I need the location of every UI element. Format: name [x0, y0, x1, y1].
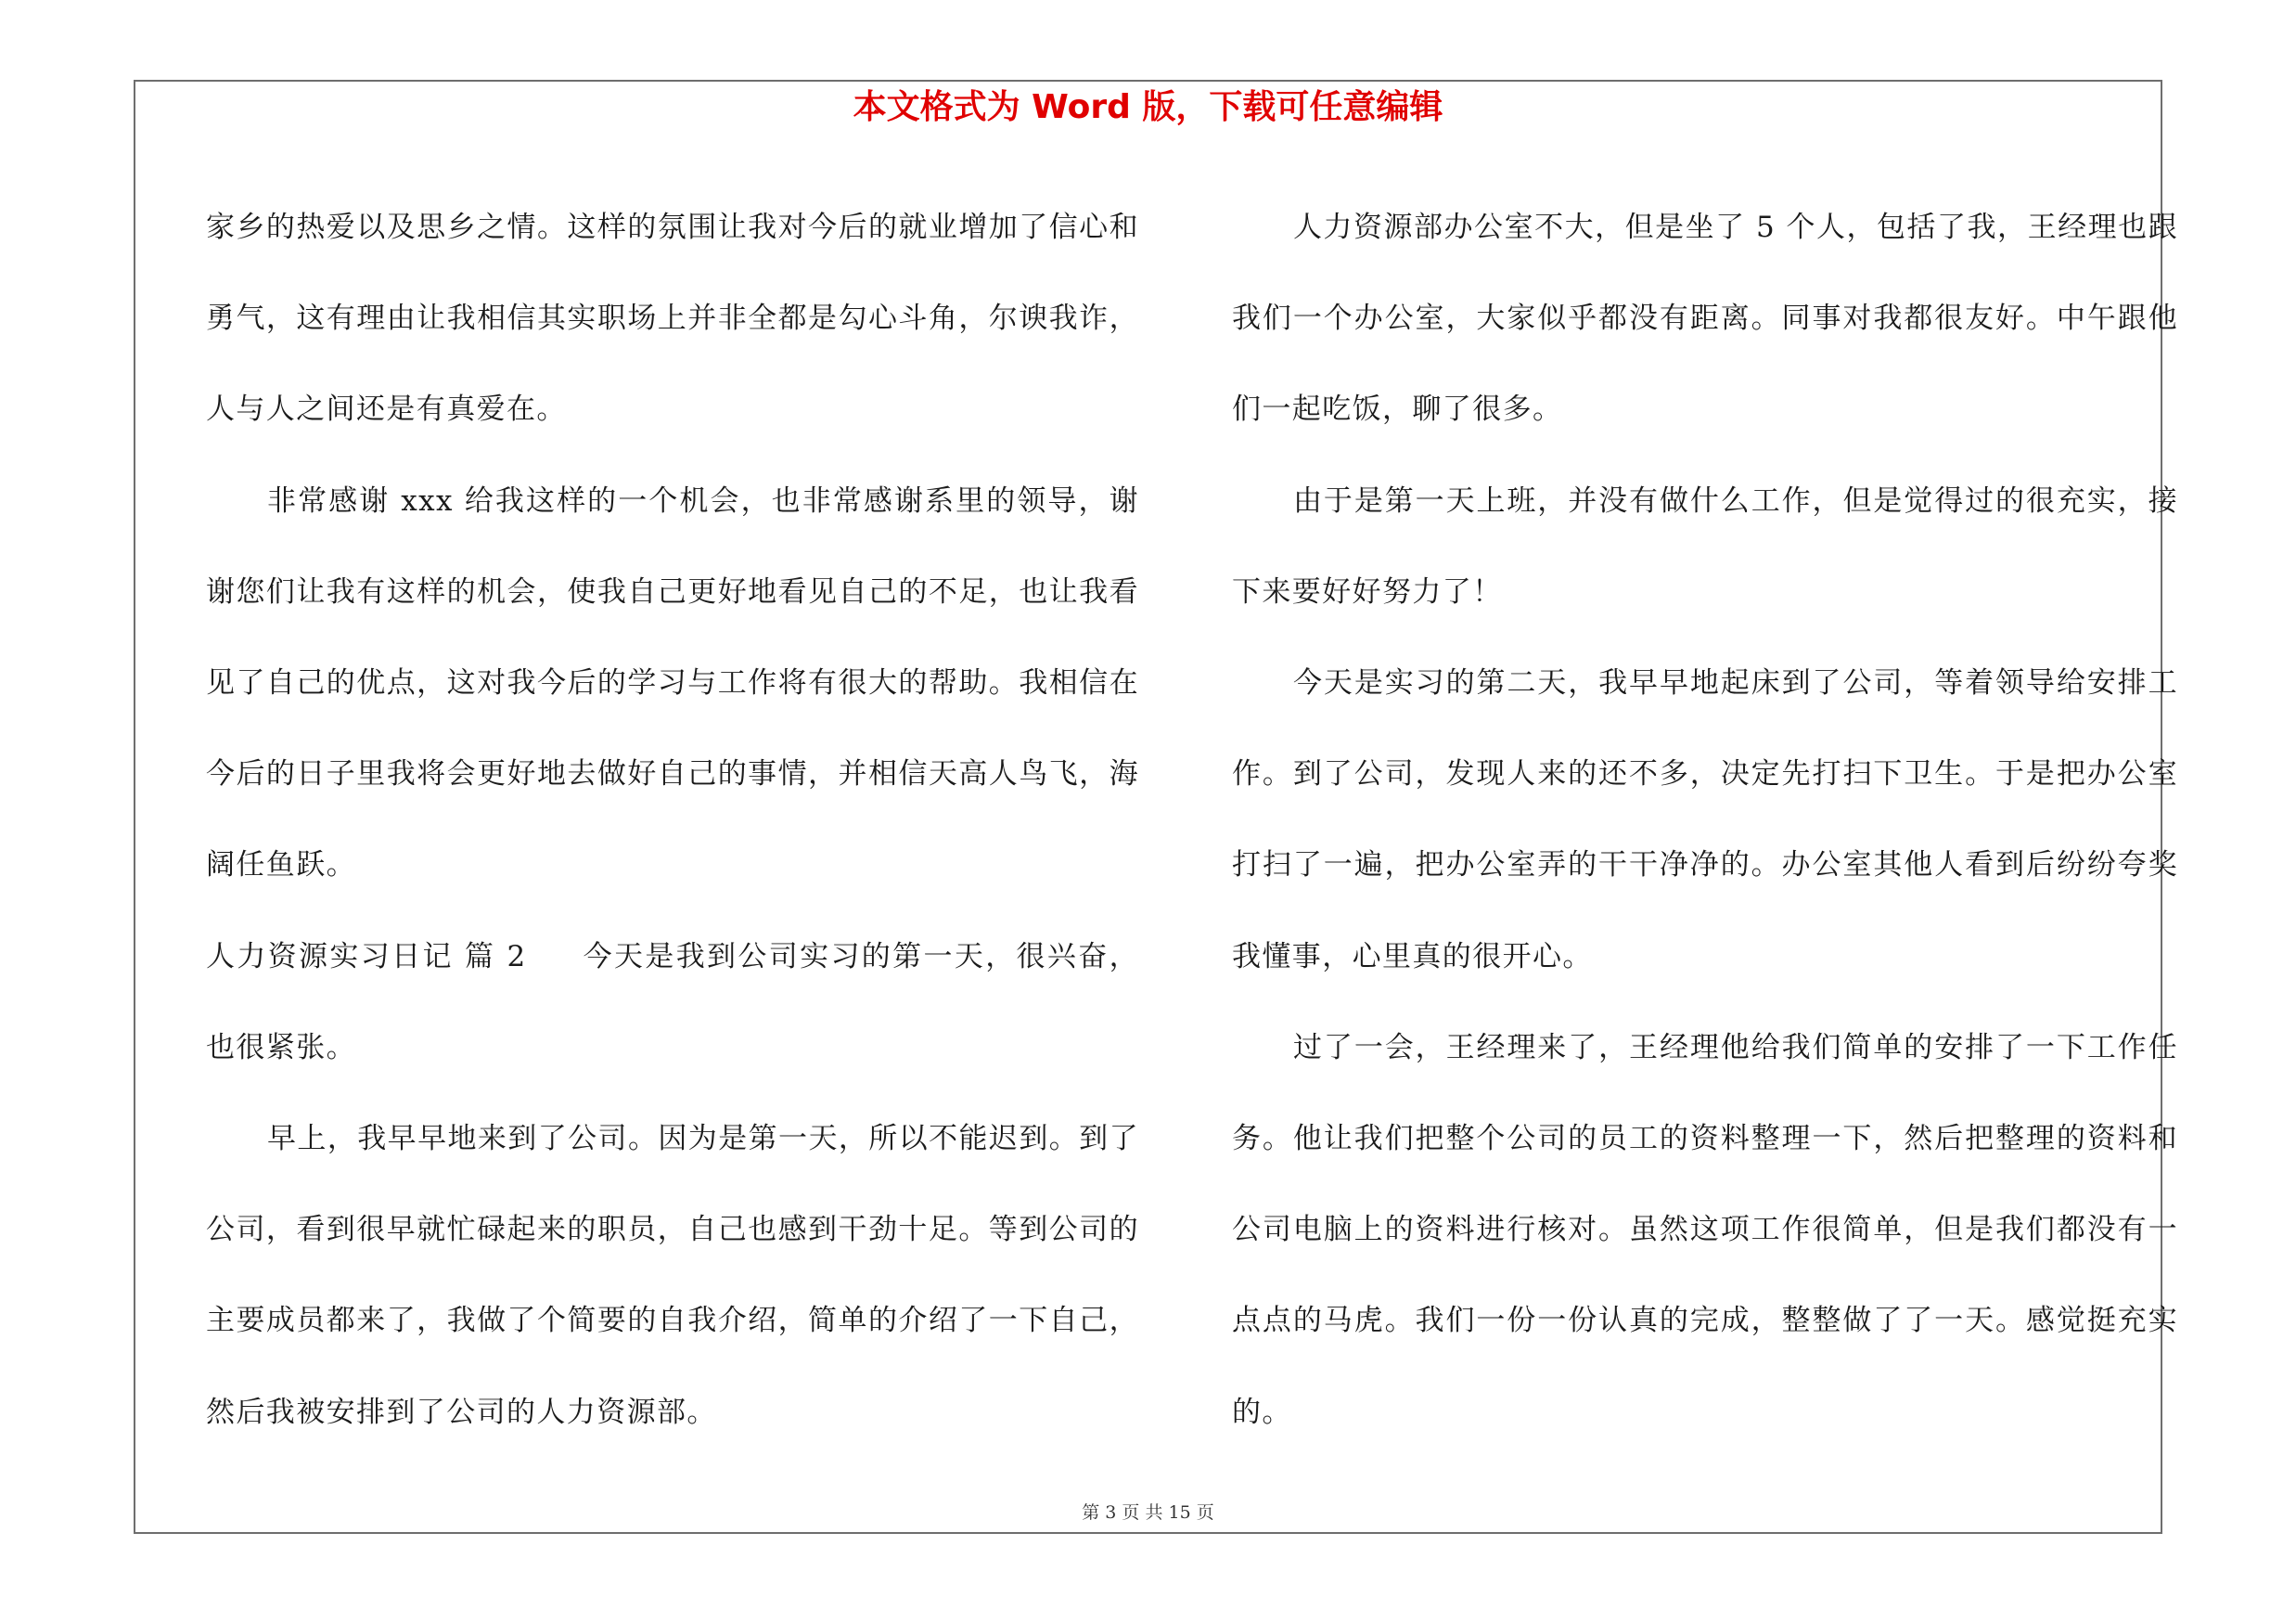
- right-column: [1232, 182, 2178, 1458]
- paragraph-office: 人力资源部办公室不大，但是坐了 5 个人，包括了我，王经理也跟我们一个办公室，大家似乎都没有距离。同事对我都很友好。中午跟他们一起吃饭，聊了很多。: [1232, 211, 2178, 427]
- word-format-banner: 本文格式为 Word 版，下载可任意编辑: [853, 88, 1443, 126]
- paragraph-thanks: 非常感谢 xxx 给我这样的一个机会，也非常感谢系里的领导，谢谢您们让我有这样的机会，使我自己更好地看见自己的不足，也让我看见了自己的优点，这对我今后的学习与工作将有很大的帮助。我相信在今后的日子里我将会更好地去做好自己的事情，并相信天高人鸟飞，海阔任鱼跃。: [206, 483, 1139, 882]
- paragraph-continued: 家乡的热爱以及思乡之情。这样的氛围让我对今后的就业增加了信心和勇气，这有理由让我相信其实职场上并非全都是勾心斗角，尔谀我诈，人与人之间还是有真爱在。: [206, 211, 1139, 427]
- page-number: 第 3 页 共 15 页: [1082, 1502, 1214, 1523]
- section-heading: 人力资源实习日记 篇 2: [206, 939, 527, 973]
- paragraph-second-day: 今天是实习的第二天，我早早地起床到了公司，等着领导给安排工作。到了公司，发现人来的还不多，决定先打扫下卫生。于是把办公室打扫了一遍，把办公室弄的干干净净的。办公室其他人看到后纷纷夸奖我懂事，心里真的很开心。: [1232, 666, 2178, 973]
- paragraph-first-day: 今天是我到公司实习的第一天，很兴奋，也很紧张。: [206, 939, 1139, 1064]
- paragraph-morning: 早上，我早早地来到了公司。因为是第一天，所以不能迟到。到了公司，看到很早就忙碌起来的职员，自己也感到干劲十足。等到公司的主要成员都来了，我做了个简要的自我介绍，简单的介绍了一下自己，然后我被安排到了公司的人力资源部。: [206, 1122, 1139, 1429]
- paragraph-first-day-summary: 由于是第一天上班，并没有做什么工作，但是觉得过的很充实，接下来要好好努力了！: [1232, 483, 2178, 609]
- left-column: [206, 182, 1139, 1458]
- diary-entry-2: [206, 911, 1139, 1093]
- paragraph-manager-task: 过了一会，王经理来了，王经理他给我们简单的安排了一下工作任务。他让我们把整个公司的员工的资料整理一下，然后把整理的资料和公司电脑上的资料进行核对。虽然这项工作很简单，但是我们都没有一点点的马虎。我们一份一份认真的完成，整整做了了一天。感觉挺充实的。: [1232, 1030, 2178, 1429]
